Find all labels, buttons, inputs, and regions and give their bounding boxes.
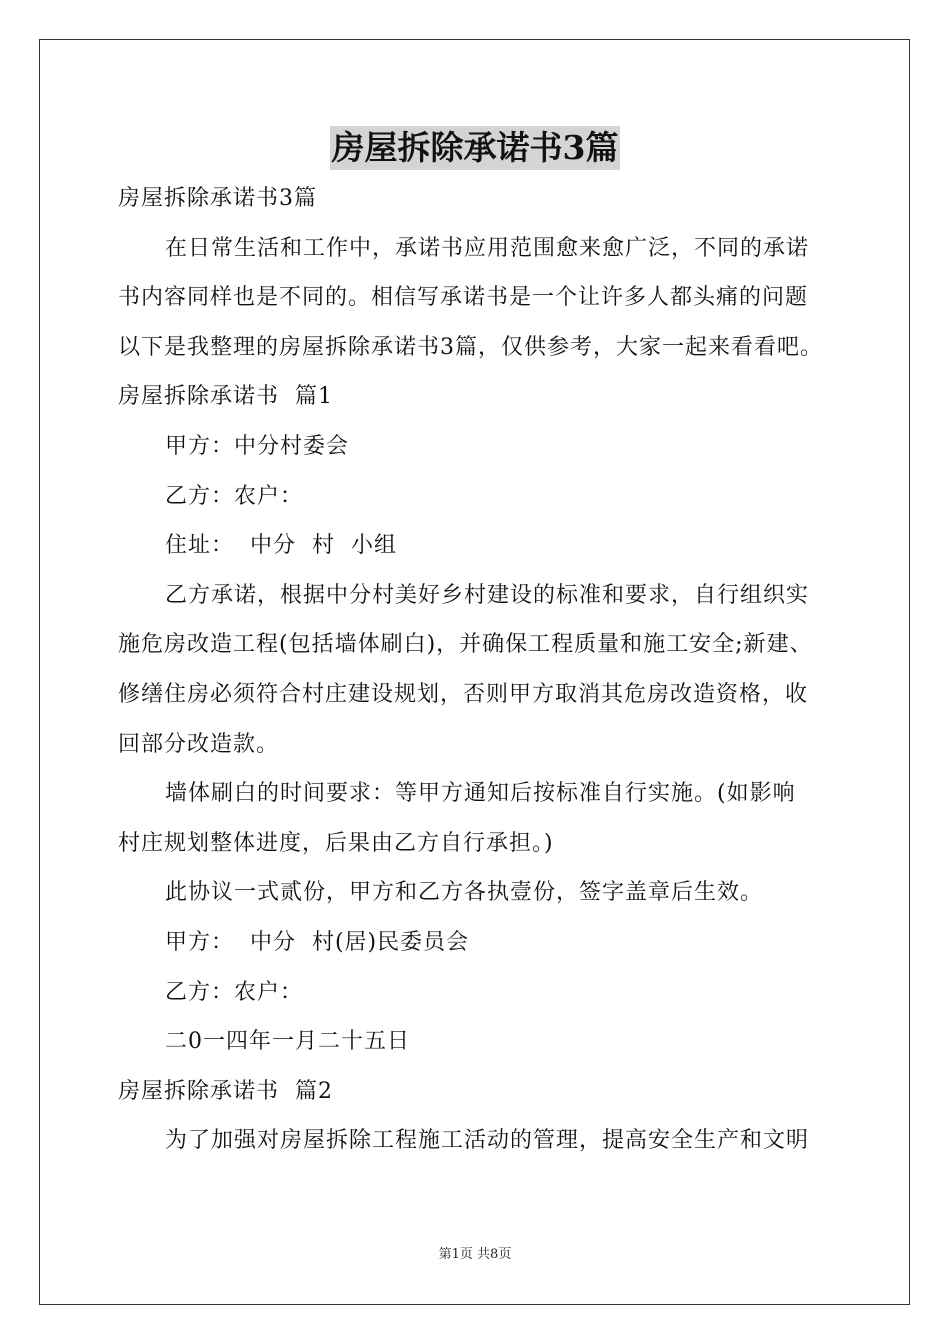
text-line: 乙方承诺，根据中分村美好乡村建设的标准和要求，自行组织实 xyxy=(165,582,810,608)
text-line: 施危房改造工程(包括墙体刷白)，并确保工程质量和施工安全;新建、 xyxy=(118,632,813,658)
text-line: 甲方：中分村委会 xyxy=(165,433,350,459)
text-line: 为了加强对房屋拆除工程施工活动的管理，提高安全生产和文明 xyxy=(165,1128,810,1154)
text-line: 以下是我整理的房屋拆除承诺书3篇，仅供参考，大家一起来看看吧。 xyxy=(118,334,823,360)
page-footer: 第1页 共8页 xyxy=(438,1247,512,1262)
text-line: 房屋拆除承诺书 篇1 xyxy=(118,384,333,410)
text-line: 此协议一式贰份，甲方和乙方各执壹份，签字盖章后生效。 xyxy=(165,880,764,906)
text-line: 甲方： 中分 村(居)民委员会 xyxy=(165,929,470,955)
document-body xyxy=(118,174,838,1166)
text-line: 房屋拆除承诺书 篇2 xyxy=(118,1078,333,1104)
text-line: 村庄规划整体进度，后果由乙方自行承担。) xyxy=(118,830,554,856)
text-line: 住址： 中分 村 小组 xyxy=(165,533,397,559)
title-area xyxy=(0,126,950,170)
text-line: 房屋拆除承诺书3篇 xyxy=(118,186,317,211)
document-title: 房屋拆除承诺书3篇 xyxy=(330,126,621,170)
text-line: 书内容同样也是不同的。相信写承诺书是一个让许多人都头痛的问题 xyxy=(118,285,809,311)
text-line: 乙方：农户： xyxy=(165,979,304,1005)
text-line: 墙体刷白的时间要求：等甲方通知后按标准自行实施。(如影响 xyxy=(165,781,796,807)
text-line: 修缮住房必须符合村庄建设规划，否则甲方取消其危房改造资格，收 xyxy=(118,681,809,707)
text-line: 二0一四年一月二十五日 xyxy=(165,1029,410,1055)
text-line: 在日常生活和工作中，承诺书应用范围愈来愈广泛，不同的承诺 xyxy=(165,235,810,261)
text-line: 乙方：农户： xyxy=(165,483,304,509)
text-line: 回部分改造款。 xyxy=(118,731,280,757)
